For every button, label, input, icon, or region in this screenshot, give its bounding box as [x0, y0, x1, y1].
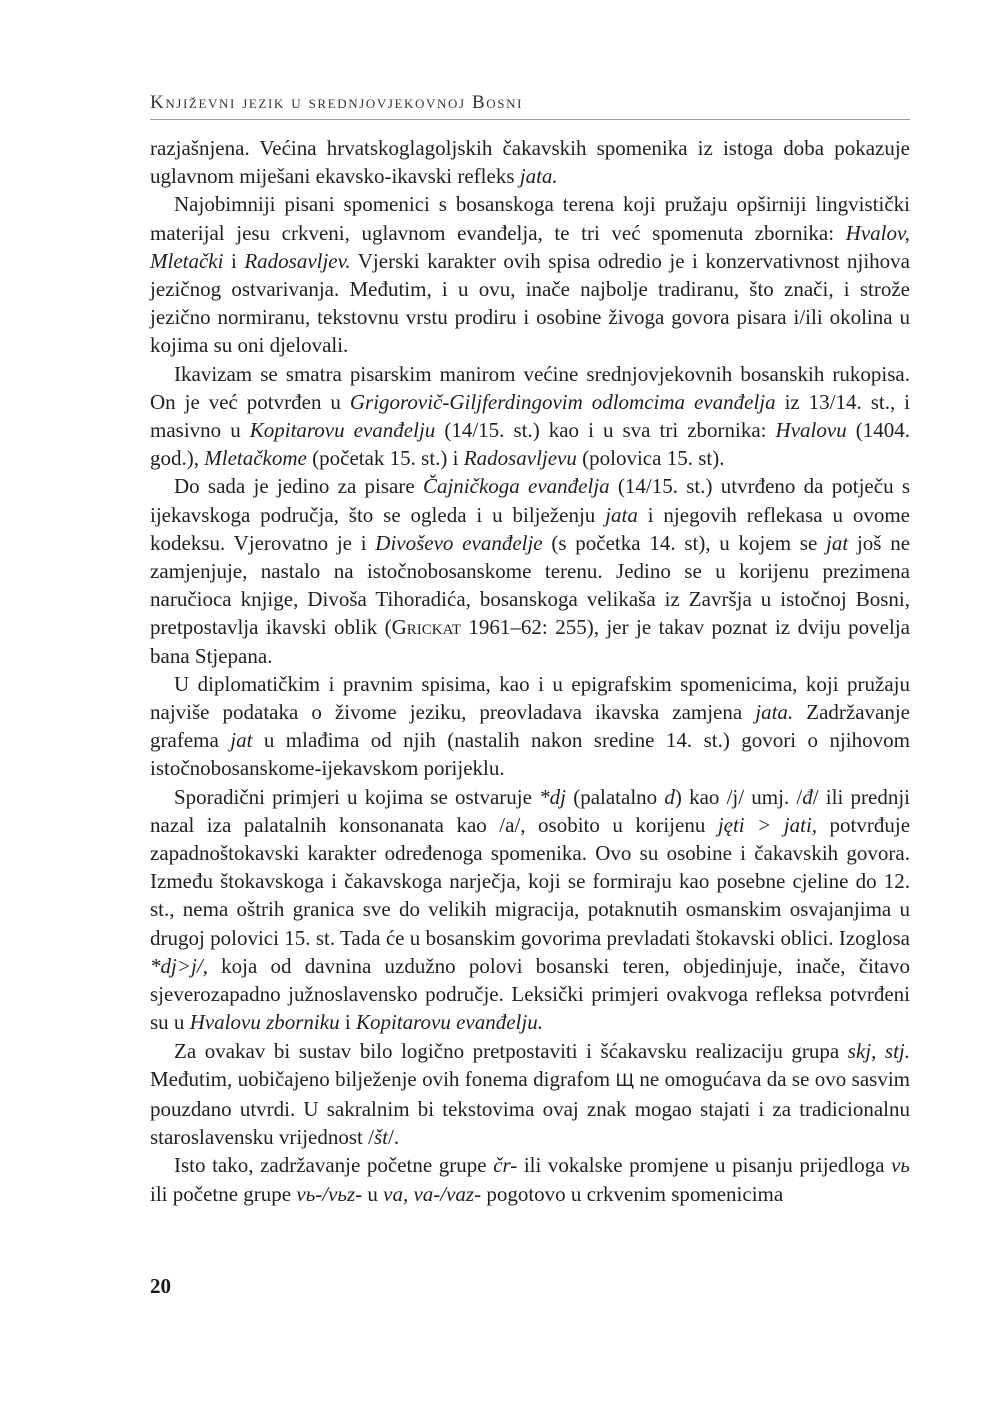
text-run: pogotovo u crkvenim spomenicima: [481, 1181, 784, 1206]
italic-term: đ: [802, 784, 813, 809]
italic-term: št: [373, 1125, 388, 1150]
text-run: /.: [387, 1125, 400, 1150]
text-run: (polovica 15. st).: [576, 446, 725, 471]
text-run: ) kao /j/ umj. /: [674, 784, 803, 809]
text-run: u mlađima od njih (nastalih nakon sredine 14. st.) govori o njihovom istočnobosanskome-ijekavskom porijeklu.: [150, 728, 910, 781]
paragraph-4: [150, 472, 910, 669]
running-head-title: Književni jezik u srednjovjekovnoj Bosni: [150, 92, 523, 113]
paragraph-3: [150, 360, 910, 473]
italic-term: jęti > jati,: [717, 812, 818, 837]
italic-term: Kopitarovu evanđelju.: [355, 1010, 543, 1035]
italic-term: jata.: [755, 700, 794, 725]
italic-term: *dj: [539, 784, 566, 809]
text-run: (početak 15. st.) i: [306, 446, 464, 471]
text-run: i njegovih reflekasa u ovome kodeksu. Vjerovatno je i: [150, 502, 910, 555]
italic-term: Čajničkoga evanđelja: [422, 474, 610, 499]
text-run: U diplomatičkim i pravnim spisima, kao i u epigrafskim spomenicima, koji pružaju najviše podataka o živome jeziku, preovladava ikavska zamjena: [150, 671, 910, 725]
italic-term: Kopitarovu evanđelju: [249, 418, 436, 443]
text-run: Do sada je jedino za pisare: [174, 474, 423, 499]
text-run: (s početka 14. st), u kojem se: [542, 530, 827, 555]
text-run: i: [339, 1010, 356, 1035]
text-run: (14/15. st.) kao i u sva tri zbornika:: [435, 418, 776, 443]
citation-author: Grickat: [391, 615, 461, 640]
text-run: ili početne grupe: [150, 1181, 297, 1206]
italic-term: Grigorovič-Giljferdingovim odlomcima evanđelja: [349, 389, 776, 414]
paragraph-5: [150, 670, 910, 783]
text-run: 1961–62: 255), jer je takav poznat iz dviju povelja bana Stjepana.: [150, 615, 910, 668]
text-run: Za ovakav bi sustav bilo logično pretpostaviti i šćakavsku realizaciju grupa: [174, 1038, 848, 1063]
italic-term: skj, stj.: [847, 1038, 911, 1063]
cyrillic-digraph: Щ: [615, 1070, 635, 1091]
text-run: Međutim, uobičajeno bilježenje ovih fonema digrafom: [150, 1066, 616, 1091]
body-text: [150, 134, 910, 1208]
italic-term: čr-: [493, 1153, 518, 1178]
text-run: Isto tako, zadržavanje početne grupe: [174, 1153, 494, 1178]
text-run: razjašnjena. Većina hrvatskoglagoljskih čakavskih spomenika iz istoga doba pokazuje uglavnom miješani ekavsko-ikavski refleks: [150, 136, 910, 189]
paragraph-6: [150, 783, 910, 1037]
italic-term: Divoševo evanđelje: [375, 530, 543, 555]
paragraph-1: [150, 134, 910, 190]
paragraph-8: [150, 1151, 910, 1207]
italic-term: Hvalovu zborniku: [189, 1010, 340, 1035]
text-run: ili vokalske promjene u pisanju prijedloga: [517, 1153, 892, 1178]
italic-term: Hvalovu: [775, 418, 847, 443]
italic-term: vь: [891, 1153, 910, 1178]
italic-term: jat: [230, 728, 253, 753]
text-run: i: [223, 248, 245, 273]
paragraph-7: [150, 1037, 910, 1152]
italic-term: Radosavljev.: [244, 248, 351, 273]
paragraph-2: [150, 190, 910, 359]
italic-term: jat: [826, 530, 849, 555]
page-number: 20: [150, 1274, 171, 1298]
italic-term: *dj>j/,: [150, 953, 208, 978]
text-run: / ili prednji nazal iza palatalnih konsonanata kao /a/, osobito u korijenu: [150, 784, 910, 837]
italic-term: vь-/vьz-: [296, 1181, 363, 1206]
text-run: Sporadični primjeri u kojima se ostvaruje: [174, 784, 540, 809]
text-run: (1404. god.),: [150, 418, 910, 471]
text-run: iz 13/14. st., i masivno u: [150, 389, 910, 443]
text-run: Ikavizam se smatra pisarskim manirom većine srednjovjekovnih bosanskih rukopisa. On je već potvrđen u: [150, 361, 910, 414]
text-run: u: [362, 1181, 384, 1206]
text-run: (palatalno: [566, 784, 665, 809]
header-divider: [150, 119, 910, 120]
italic-term: d: [664, 784, 675, 809]
text-run: Zadržavanje grafema: [150, 700, 910, 753]
text-run: (14/15. st.) utvrđeno da potječu s ijekavskoga područja, što se ogleda i u bilježenju: [150, 474, 910, 527]
text-run: potvrđuje zapadnoštokavski karakter određenoga spomenika. Ovo su osobine i čakavskih govora. Između štokavskoga i čakavskoga narječja, koji se formiraju kao posebne cjeline do 12. st., nema oštrih granica sve do velikih migracija, potaknutih osmanskim osvajanjima u drugoj polovici 15. st. Tada će u bosanskim govorima prevladati štokavski oblici. Izoglosa: [150, 812, 911, 950]
text-run: još ne zamjenjuje, nastalo na istočnobosanskome terenu. Jedino se u korijenu prezimena naručioca knjige, Divoša Tihoradića, bosanskoga velikaša iz Završja u istočnoj Bosni, pretpostavlja ikavski oblik (: [150, 530, 911, 640]
text-run: Vjerski karakter ovih spisa odredio je i konzervativnost njihova jezičnog ostvarivanja. Međutim, i u ovu, inače najbolje tradiranu, što znači, i strože jezično normiranu, tekstovnu vrstu prodiru i osobine živoga govora pisara i/ili okolina u kojima su oni djelovali.: [150, 248, 910, 358]
italic-term: jata.: [519, 164, 558, 189]
italic-term: Radosavljevu: [463, 446, 577, 471]
italic-term: va, va-/vaz-: [383, 1181, 482, 1206]
italic-term: jata: [605, 502, 638, 527]
text-run: Najobimniji pisani spomenici s bosanskoga terena koji pružaju opširniji lingvistički materijal jesu crkveni, uglavnom evanđelja, te tri već spomenuta zbornika:: [150, 192, 910, 245]
italic-term: Hvalov, Mletački: [150, 220, 910, 273]
text-run: ne omogućava da se ovo sasvim pouzdano utvrdi. U sakralnim bi tekstovima ovaj znak mogao stajati i za tradicionalnu staroslavensku vrijednost /: [150, 1066, 910, 1150]
italic-term: Mletačkome: [204, 446, 307, 471]
text-run: koja od davnina uzdužno polovi bosanski teren, objedinjuje, inače, čitavo sjeverozapadno južnoslavensko područje. Leksički primjeri ovakvoga refleksa potvrđeni su u: [150, 953, 910, 1035]
